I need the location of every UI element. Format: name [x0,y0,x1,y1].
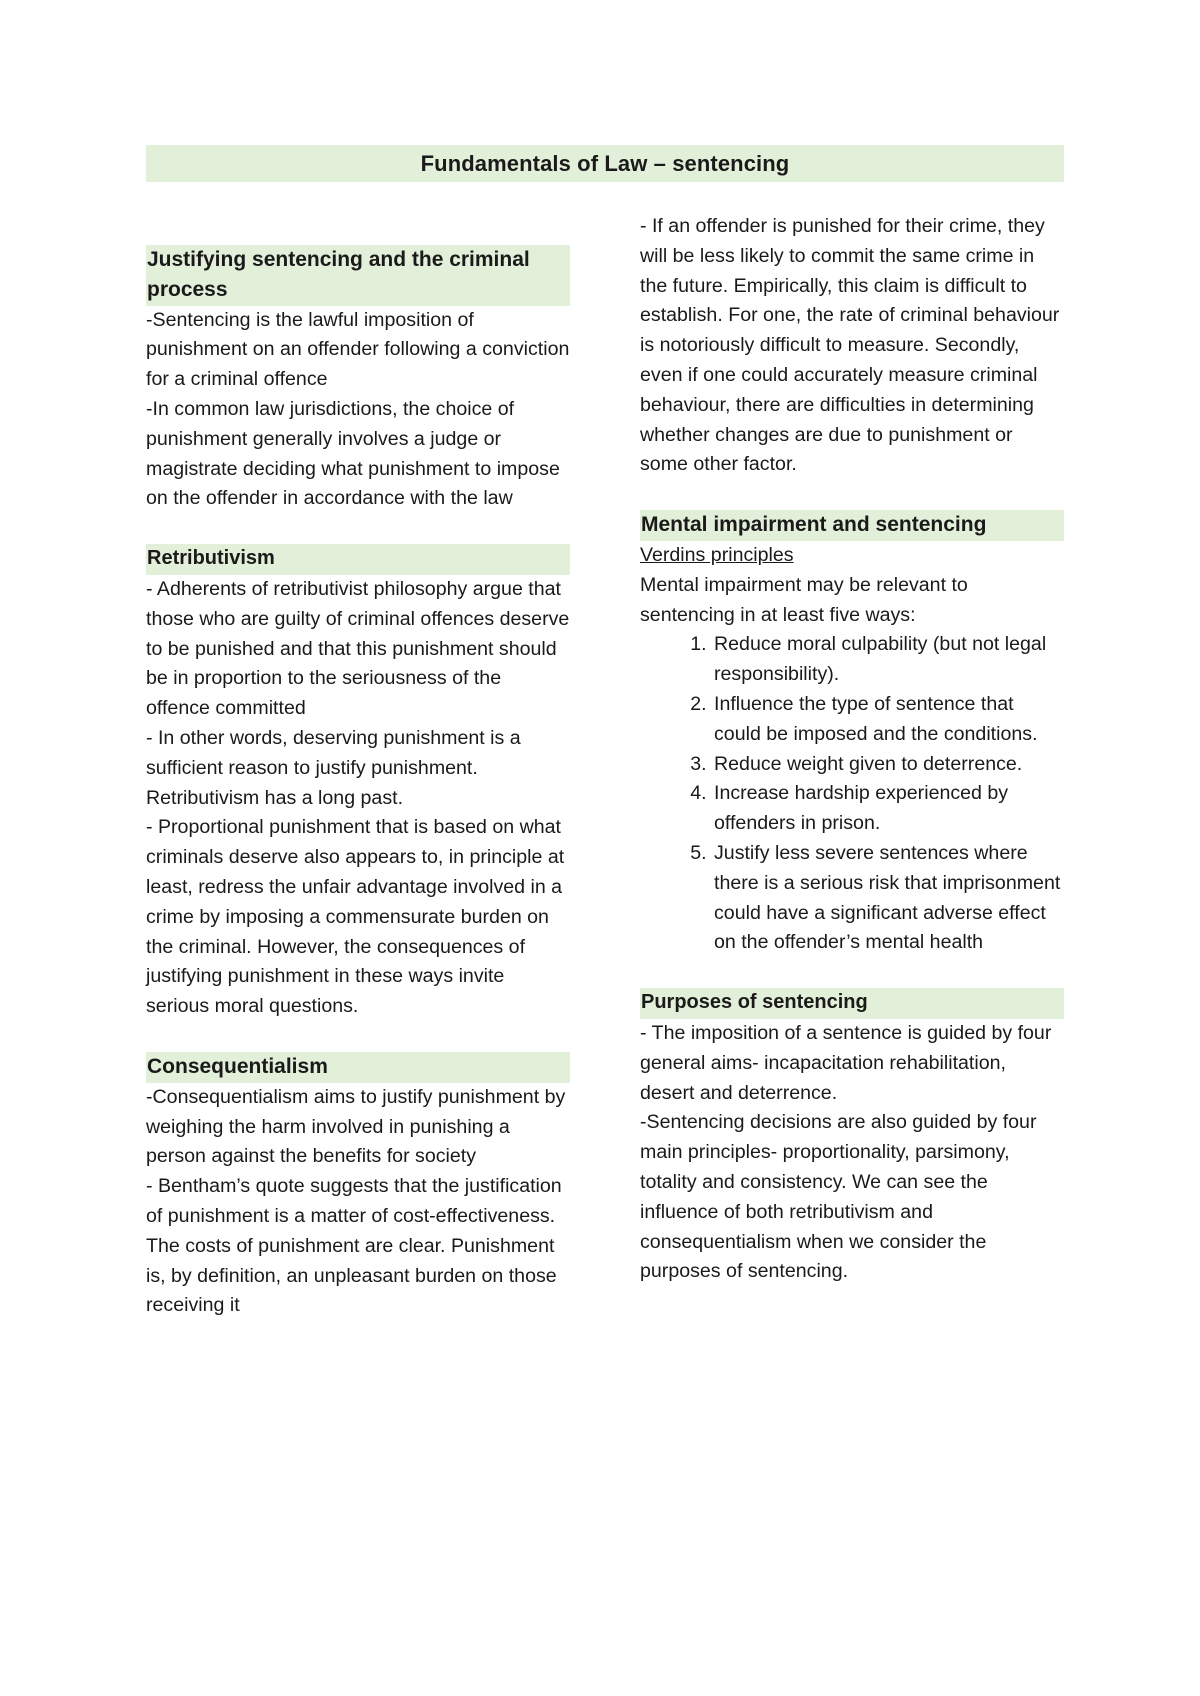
verdins-list [640,630,1064,958]
spacer [146,1022,570,1052]
spacer [146,514,570,544]
paragraph: Mental impairment may be relevant to sentencing in at least five ways: [640,573,968,626]
page-title: Fundamentals of Law – sentencing [146,145,1064,182]
paragraph: -Consequentialism aims to justify punishment by weighing the harm involved in punishing a person against the benefits for society [146,1085,566,1168]
spacer [640,480,1064,510]
paragraph: - In other words, deserving punishment is a sufficient reason to justify punishment. Retributivism has a long past. [146,726,521,809]
paragraph: - Adherents of retributivist philosophy argue that those who are guilty of criminal offences deserve to be punished and that this punishment should be in proportion to the seriousness of the offence committed [146,577,570,720]
paragraph: - Proportional punishment that is based on what criminals deserve also appears to, in principle at least, redress the unfair advantage involved in a crime by imposing a commensurate burden on the criminal. However, the consequences of justifying punishment in these ways invite serious moral questions. [146,816,565,1018]
section-heading-mental-impairment: Mental impairment and sentencing [640,510,1064,541]
right-column [640,212,1064,1287]
list-item: 2. Influence the type of sentence that could be imposed and the conditions. [712,690,1064,750]
section-heading-purposes: Purposes of sentencing [640,988,1064,1019]
paragraph: - If an offender is punished for their crime, they will be less likely to commit the same crime in the future. Empirically, this claim is difficult to establish. For one, the rate of criminal behaviour is notoriously difficult to measure. Secondly, even if one could accurately measure criminal behaviour, there are difficulties in determining whether changes are due to punishment or some other factor. [640,215,1060,476]
paragraph: - The imposition of a sentence is guided by four general aims- incapacitation rehabilitation, desert and deterrence. [640,1021,1052,1104]
spacer [640,958,1064,988]
paragraph: - Bentham’s quote suggests that the justification of punishment is a matter of cost-effectiveness. The costs of punishment are clear. Punishment is, by definition, an unpleasant burden on those receiving it [146,1175,562,1317]
list-item: 1. Reduce moral culpability (but not legal responsibility). [712,630,1064,690]
list-item: 5. Justify less severe sentences where there is a serious risk that imprisonment could have a significant adverse effect on the offender’s mental health [712,839,1064,958]
section-heading-consequentialism: Consequentialism [146,1052,570,1083]
section-heading-retributivism: Retributivism [146,544,570,575]
paragraph: -Sentencing decisions are also guided by four main principles- proportionality, parsimony, totality and consistency. We can see the influence of both retributivism and consequentialism when we consider the purposes of sentencing. [640,1111,1037,1283]
subheading-verdins: Verdins principles [640,543,794,566]
paragraph: -In common law jurisdictions, the choice of punishment generally involves a judge or magistrate deciding what punishment to impose on the offender in accordance with the law [146,397,560,510]
section-heading-justifying: Justifying sentencing and the criminal process [146,245,570,306]
list-item: 3. Reduce weight given to deterrence. [712,750,1064,780]
list-item: 4. Increase hardship experienced by offenders in prison. [712,779,1064,839]
left-column [146,245,570,1321]
paragraph: -Sentencing is the lawful imposition of punishment on an offender following a conviction for a criminal offence [146,308,570,391]
